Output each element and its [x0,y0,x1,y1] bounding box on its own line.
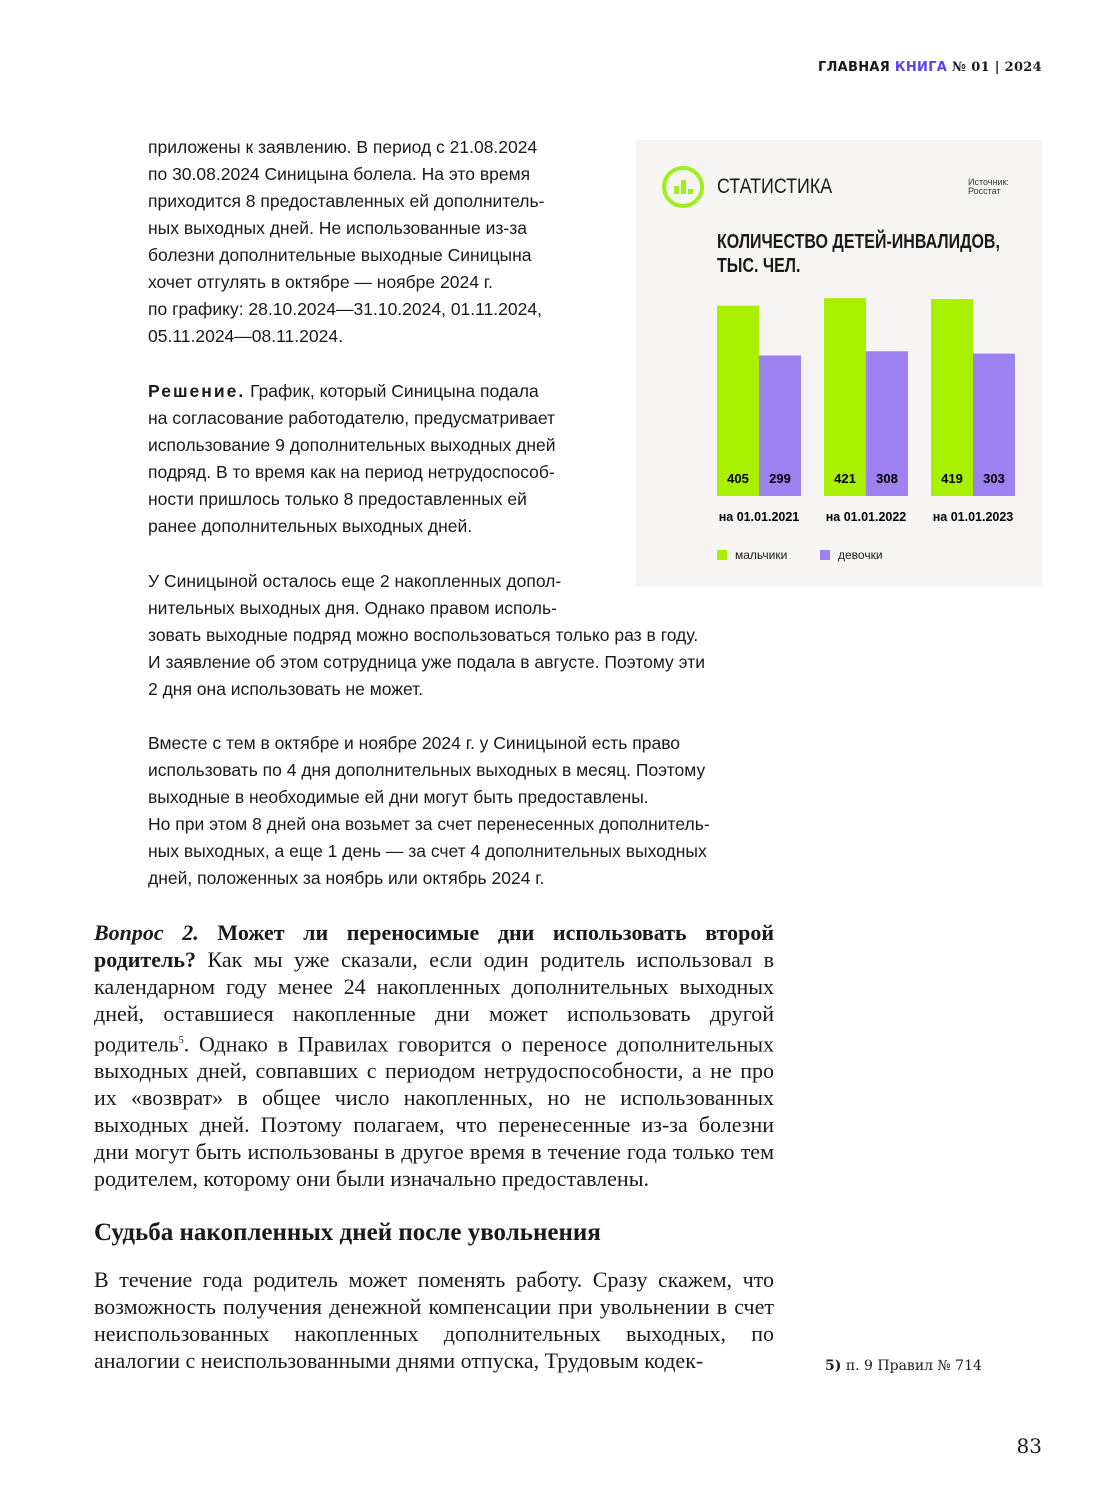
brand-accent: КНИГА [894,60,948,75]
text-line: И заявление об этом сотрудница уже подала в августе. Поэтому эти [148,652,705,672]
bar-chart [636,140,1042,587]
text-line: нительных выходных дня. Однако правом исполь- [148,598,557,618]
paragraph-4 [148,730,710,892]
paragraph-5 [94,1266,774,1374]
line: График, который Синицына подала [245,381,539,401]
category-label: на 01.01.2022 [825,510,907,524]
category-label: на 01.01.2023 [932,510,1014,524]
legend-girls [820,548,883,562]
main-column-flow [94,919,774,1374]
text-line: ных выходных, а еще 1 день — за счет 4 дополнительных выходных [148,841,707,861]
text-line: подряд. В то время как на период нетрудоспособ- [148,462,555,482]
stat-label: СТАТИСТИКА [717,175,833,198]
paragraph-solution [148,378,556,540]
legend-label: девочки [838,548,883,562]
text-line: хочет отгулять в октябре — ноябре 2024 г. [148,272,493,292]
text-line: использовать по 4 дня дополнительных выходных в месяц. Поэтому [148,760,706,780]
text-line: Вместе с тем в октябре и ноябре 2024 г. у Синицыной есть право [148,733,681,753]
running-header [818,60,1042,75]
bar-мальчики-2 [931,299,973,496]
data-label: 421 [834,471,856,486]
text-line: зовать выходные подряд можно воспользоваться только раз в году. [148,625,699,645]
data-label: 419 [941,471,963,486]
text-line: по 30.08.2024 Синицына болела. На это время [148,164,531,184]
question-title: Может ли переносимые дни использовать второй родитель? [94,920,775,972]
source-name: Росстат [968,186,1001,196]
text-line: Но при этом 8 дней она возьмет за счет перенесенных дополнитель- [148,814,710,834]
text-line: 2 дня она использовать не может. [148,679,424,699]
text-line: по графику: 28.10.2024—31.10.2024, 01.11.2024, [148,299,542,319]
text-line: ранее дополнительных выходных дней. [148,516,473,536]
question-paragraph [94,919,774,1192]
legend-swatch [820,550,830,560]
brand-name: ГЛАВНАЯ [817,60,891,75]
data-label: 303 [983,471,1005,486]
footnote-ref[interactable]: 5 [178,1035,184,1046]
chart-title: КОЛИЧЕСТВО ДЕТЕЙ-ИНВАЛИДОВ, ТЫС. ЧЕЛ. [717,231,1000,277]
paragraph-3 [148,568,705,703]
question-label: Вопрос 2. [94,920,199,945]
bar-мальчики-0 [717,306,759,496]
text-line: выходные в необходимые ей дни могут быть предоставлены. [148,787,649,807]
text-line: 05.11.2024—08.11.2024. [148,326,343,346]
paragraph-text: В течение года родитель может поменять работу. Сразу скажем, что возможность получения денежной компенсации при увольнении в счет неиспользованных накопленных дополнительных выходных, по аналогии с неиспользованными днями отпуска, Трудовым кодек- [94,1267,774,1374]
text-line: дней, положенных за ноябрь или октябрь 2024 г. [148,868,545,888]
text-line: приложены к заявлению. В период с 21.08.2024 [148,137,538,157]
text-line: болезни дополнительные выходные Синицына [148,245,532,265]
data-label: 308 [876,471,898,486]
question-2 [94,919,774,1192]
legend-label: мальчики [735,548,788,562]
footnote-text: п. 9 Правил № 714 [841,1358,982,1374]
legend-swatch [717,550,727,560]
footnote-number: 5) [825,1358,842,1374]
source-label: Источник: [968,177,1009,187]
bar-мальчики-1 [824,298,866,496]
solution-label: Решение. [148,381,246,401]
footnote [825,1358,982,1374]
statistics-box [636,140,1042,587]
data-label: 405 [727,471,749,486]
data-label: 299 [769,471,791,486]
paragraph-1 [148,134,544,350]
question-text: Как мы уже сказали, если один родитель использовал в календарном году менее 24 накопленных дополнительных выходных дней, оставшиеся накопленные дни может использовать другой родитель [94,947,774,1057]
text-line: приходится 8 предоставленных ей дополнитель- [148,191,545,211]
text-line: ных выходных дней. Не использованные из-за [148,218,527,238]
text-line: использование 9 дополнительных выходных дней [148,435,556,455]
text-line: ности пришлось только 8 предоставленных ей [148,489,527,509]
question-text-cont: . Однако в Правилах говорится о переносе дополнительных выходных дней, совпавших с периодом нетрудоспособности, а не про их «возврат» в общее число накопленных, но не использованных выходных дней. Поэтому полагаем, что перенесенные из-за болезни дни могут быть использованы в другое время в течение года только тем родителем, которому они были изначально предоставлены. [94,1031,774,1192]
page-number: 83 [1016,1434,1042,1458]
text-line: на согласование работодателю, предусматривает [148,408,555,428]
legend-boys [717,548,787,562]
text-line [148,378,556,405]
issue-number: № 01 | 2024 [951,60,1042,75]
category-label: на 01.01.2021 [718,510,800,524]
text-line: У Синицыной осталось еще 2 накопленных допол- [148,571,562,591]
section-heading: Судьба накопленных дней после увольнения [94,1219,601,1247]
